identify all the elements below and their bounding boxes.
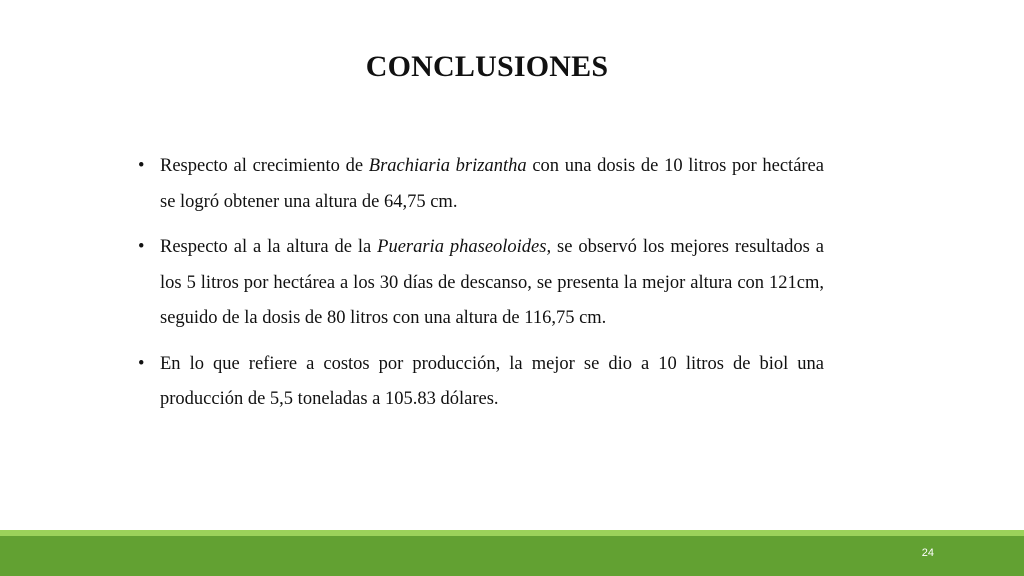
bullet-icon: • [138,156,145,176]
species-name: Pueraria phaseoloides, [377,237,552,257]
conclusions-list [138,149,824,428]
bullet-text: Respecto al a la altura de la [160,237,378,257]
bullet-text: se observó los mejores resultados a los 5 litros por hectárea a los 30 días de descanso, se presenta la mejor altura con 121cm, seguido de la dosis de 80 litros con una altura de 116,75 cm. [160,237,825,328]
bullet-item-height [138,230,824,337]
species-name: Brachiaria brizantha [368,156,527,176]
bullet-icon: • [138,353,145,374]
bullet-icon: • [138,237,145,257]
bullet-text: con una dosis de 10 litros por hectárea se logró obtener una altura de 64,75 cm. [160,156,824,212]
bullet-item-costs [138,347,824,418]
bullet-item-growth [138,149,824,220]
footer-bar [0,536,1024,576]
bullet-text: Respecto al crecimiento de [160,156,369,176]
bullet-text: En lo que refiere a costos por producción, la mejor se dio a 10 litros de biol una producción de 5,5 toneladas a 105.83 dólares. [160,353,824,409]
slide-title: CONCLUSIONES [365,50,609,83]
page-number: 24 [921,547,934,559]
